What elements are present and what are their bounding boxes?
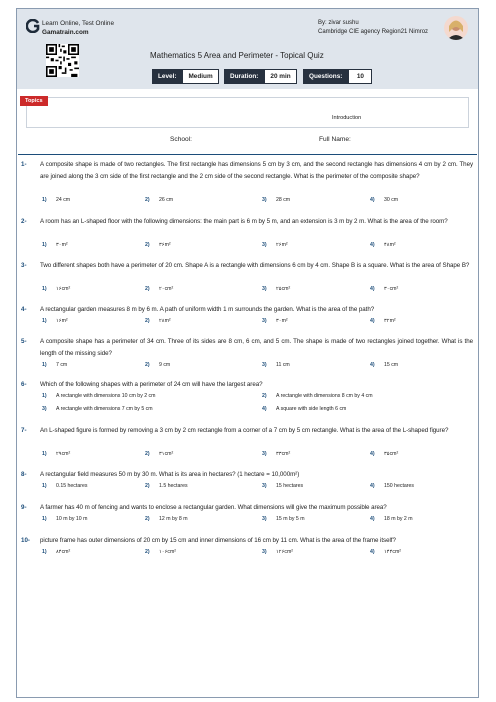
option-number: 1) — [42, 549, 47, 555]
option-number: 3) — [262, 483, 267, 489]
option-number: 1) — [42, 393, 47, 399]
option-number: 2) — [145, 318, 150, 324]
option-number: 4) — [370, 451, 375, 457]
divider — [18, 154, 477, 155]
option-number: 3) — [262, 362, 267, 368]
answer-option[interactable]: 18 m by 2 m — [384, 516, 413, 522]
topics-box — [26, 97, 469, 128]
question-number: 6- — [21, 381, 27, 388]
answer-option[interactable]: 7 cm — [56, 362, 68, 368]
option-number: 2) — [145, 483, 150, 489]
answer-option[interactable]: ۱۴۴cm² — [384, 549, 402, 555]
answer-option[interactable]: ۳۳cm² — [276, 451, 291, 457]
option-number: 1) — [42, 451, 47, 457]
question-text: A room has an L-shaped floor with the following dimensions: the main part is 6 m by 5 m, and an extension is 3 m by 2 m. What is the area of the room? — [40, 218, 448, 225]
question-text: A rectangular garden measures 8 m by 6 m. A path of uniform width 1 m surrounds the garden. What is the area of the path? — [40, 306, 375, 313]
answer-option[interactable]: ۳۰cm² — [384, 286, 399, 292]
answer-option[interactable]: ۳۵cm² — [384, 451, 399, 457]
option-number: 1) — [42, 286, 47, 292]
topics-tag: Topics — [20, 96, 48, 106]
answer-option[interactable]: 1.5 hectares — [159, 483, 188, 489]
answer-option[interactable]: ۱۶cm² — [56, 286, 71, 292]
answer-option[interactable]: 9 cm — [159, 362, 171, 368]
answer-option[interactable]: 10 m by 10 m — [56, 516, 88, 522]
avatar — [444, 16, 468, 40]
answer-option[interactable]: 24 cm — [56, 197, 71, 203]
option-number: 3) — [42, 406, 47, 412]
question-number: 5- — [21, 338, 27, 345]
answer-option[interactable]: ۲۶m² — [276, 242, 288, 248]
option-number: 2) — [145, 549, 150, 555]
answer-option[interactable]: ۴۸m² — [384, 242, 396, 248]
option-number: 2) — [145, 242, 150, 248]
option-number: 3) — [262, 242, 267, 248]
answer-option[interactable]: ۳۶m² — [159, 242, 171, 248]
author-name: By: zivar sushu — [318, 20, 359, 26]
option-number: 1) — [42, 362, 47, 368]
question-number: 9- — [21, 504, 27, 511]
answer-option[interactable]: ۲۰cm² — [159, 286, 174, 292]
gamatrain-logo-icon — [26, 19, 40, 33]
answer-option[interactable]: ۳۲m² — [384, 318, 396, 324]
answer-option[interactable]: 150 hectares — [384, 483, 414, 489]
option-number: 2) — [262, 393, 267, 399]
answer-option[interactable]: 15 hectares — [276, 483, 304, 489]
level-chip — [152, 69, 219, 84]
questions-label: Questions: — [303, 69, 348, 84]
option-number: 2) — [145, 362, 150, 368]
questions-chip — [303, 69, 372, 84]
option-number: 1) — [42, 197, 47, 203]
option-number: 2) — [145, 516, 150, 522]
option-number: 1) — [42, 242, 47, 248]
level-label: Level: — [152, 69, 182, 84]
answer-option[interactable]: ۳۰m² — [56, 242, 68, 248]
full-name-field: Full Name: — [319, 136, 351, 143]
answer-option[interactable]: 28 cm — [276, 197, 291, 203]
question-number: 7- — [21, 427, 27, 434]
author-agency: Cambridge CIE agency Region21 Nimroz — [318, 29, 429, 35]
duration-chip — [224, 69, 297, 84]
topic-introduction: Introduction — [332, 115, 362, 121]
answer-option[interactable]: 11 cm — [276, 362, 290, 368]
logo-tagline: Learn Online, Test Online — [42, 20, 114, 27]
author-info — [318, 19, 428, 37]
answer-option[interactable]: ۳۱cm² — [159, 451, 174, 457]
question-text: Which of the following shapes with a perimeter of 24 cm will have the largest area? — [40, 381, 263, 388]
question-text: picture frame has outer dimensions of 20 cm by 15 cm and inner dimensions of 16 cm by 11 cm. What is the area of the frame itself? — [40, 537, 396, 544]
question-text: A rectangular field measures 50 m by 30 m. What is its area in hectares? (1 hectare = 10,000m²) — [40, 471, 300, 478]
answer-option[interactable]: A rectangle with dimensions 8 cm by 4 cm — [276, 393, 373, 399]
option-number: 2) — [145, 197, 150, 203]
question-number: 1- — [21, 161, 27, 168]
answer-option[interactable]: ۱۰۶cm² — [159, 549, 177, 555]
question-text: Two different shapes both have a perimeter of 20 cm. Shape A is a rectangle with dimensions 6 cm by 4 cm. Shape B is a square. What is the area of Shape B? — [40, 262, 470, 269]
answer-option[interactable]: A square with side length 6 cm — [276, 406, 347, 412]
question-text: A composite shape has a perimeter of 34 cm. Three of its sides are 8 cm, 6 cm, and 5 cm. The shape is made of two rectangles joined together. What is the length of the missing side? — [40, 338, 473, 357]
option-number: 4) — [370, 318, 375, 324]
logo-text — [42, 19, 114, 37]
option-number: 4) — [262, 406, 267, 412]
answer-option[interactable]: ۱۲۶cm² — [276, 549, 294, 555]
option-number: 4) — [370, 362, 375, 368]
option-number: 3) — [262, 516, 267, 522]
option-number: 3) — [262, 286, 267, 292]
question-text: A farmer has 40 m of fencing and wants to enclose a rectangular garden. What dimensions will give the maximum possible area? — [40, 504, 387, 511]
option-number: 3) — [262, 318, 267, 324]
answer-option[interactable]: ۸۴cm² — [56, 549, 71, 555]
option-number: 3) — [262, 451, 267, 457]
answer-option[interactable]: ۲۵cm² — [276, 286, 291, 292]
question-text: An L-shaped figure is formed by removing a 3 cm by 2 cm rectangle from a corner of a 7 cm by 5 cm rectangle. What is the area of the L-shaped figure? — [40, 427, 449, 434]
answer-option[interactable]: 15 cm — [384, 362, 399, 368]
option-number: 1) — [42, 318, 47, 324]
option-number: 4) — [370, 197, 375, 203]
logo-site: Gamatrain.com — [42, 29, 89, 36]
answer-option[interactable]: ۱۶m² — [56, 318, 68, 324]
answer-option[interactable]: ۳۰m² — [276, 318, 288, 324]
duration-value: 20 min — [264, 69, 296, 84]
answer-option[interactable]: ۲۸m² — [159, 318, 171, 324]
question-number: 2- — [21, 218, 27, 225]
option-number: 2) — [145, 286, 150, 292]
questions-value: 10 — [348, 69, 372, 84]
answer-option[interactable]: 30 cm — [384, 197, 399, 203]
quiz-title: Mathematics 5 Area and Perimeter - Topical Quiz — [150, 51, 324, 60]
qr-code-icon — [46, 44, 79, 77]
answer-option[interactable]: A rectangle with dimensions 10 cm by 2 cm — [56, 393, 156, 399]
option-number: 4) — [370, 516, 375, 522]
option-number: 3) — [262, 549, 267, 555]
answer-option[interactable]: ۲۹cm² — [56, 451, 71, 457]
level-value: Medium — [182, 69, 218, 84]
answer-option[interactable]: 26 cm — [159, 197, 174, 203]
question-number: 10- — [21, 537, 30, 544]
answer-option[interactable]: 0.15 hectares — [56, 483, 88, 489]
option-number: 1) — [42, 516, 47, 522]
duration-label: Duration: — [224, 69, 264, 84]
question-number: 3- — [21, 262, 27, 269]
question-number: 4- — [21, 306, 27, 313]
option-number: 3) — [262, 197, 267, 203]
answer-option[interactable]: 12 m by 8 m — [159, 516, 188, 522]
option-number: 4) — [370, 483, 375, 489]
answer-option[interactable]: 15 m by 5 m — [276, 516, 305, 522]
question-number: 8- — [21, 471, 27, 478]
answer-option[interactable]: A rectangle with dimensions 7 cm by 5 cm — [56, 406, 153, 412]
option-number: 4) — [370, 549, 375, 555]
option-number: 1) — [42, 483, 47, 489]
option-number: 4) — [370, 286, 375, 292]
option-number: 2) — [145, 451, 150, 457]
school-field: School: — [170, 136, 192, 143]
option-number: 4) — [370, 242, 375, 248]
question-text: A composite shape is made of two rectangles. The first rectangle has dimensions 5 cm by 3 cm, and the second rectangle has dimensions 4 cm by 2 cm. They are joined along the 3 cm side of the first rectangle and the 2 cm side of the second rectangle. What is the perimeter of the composite shape? — [40, 161, 473, 180]
